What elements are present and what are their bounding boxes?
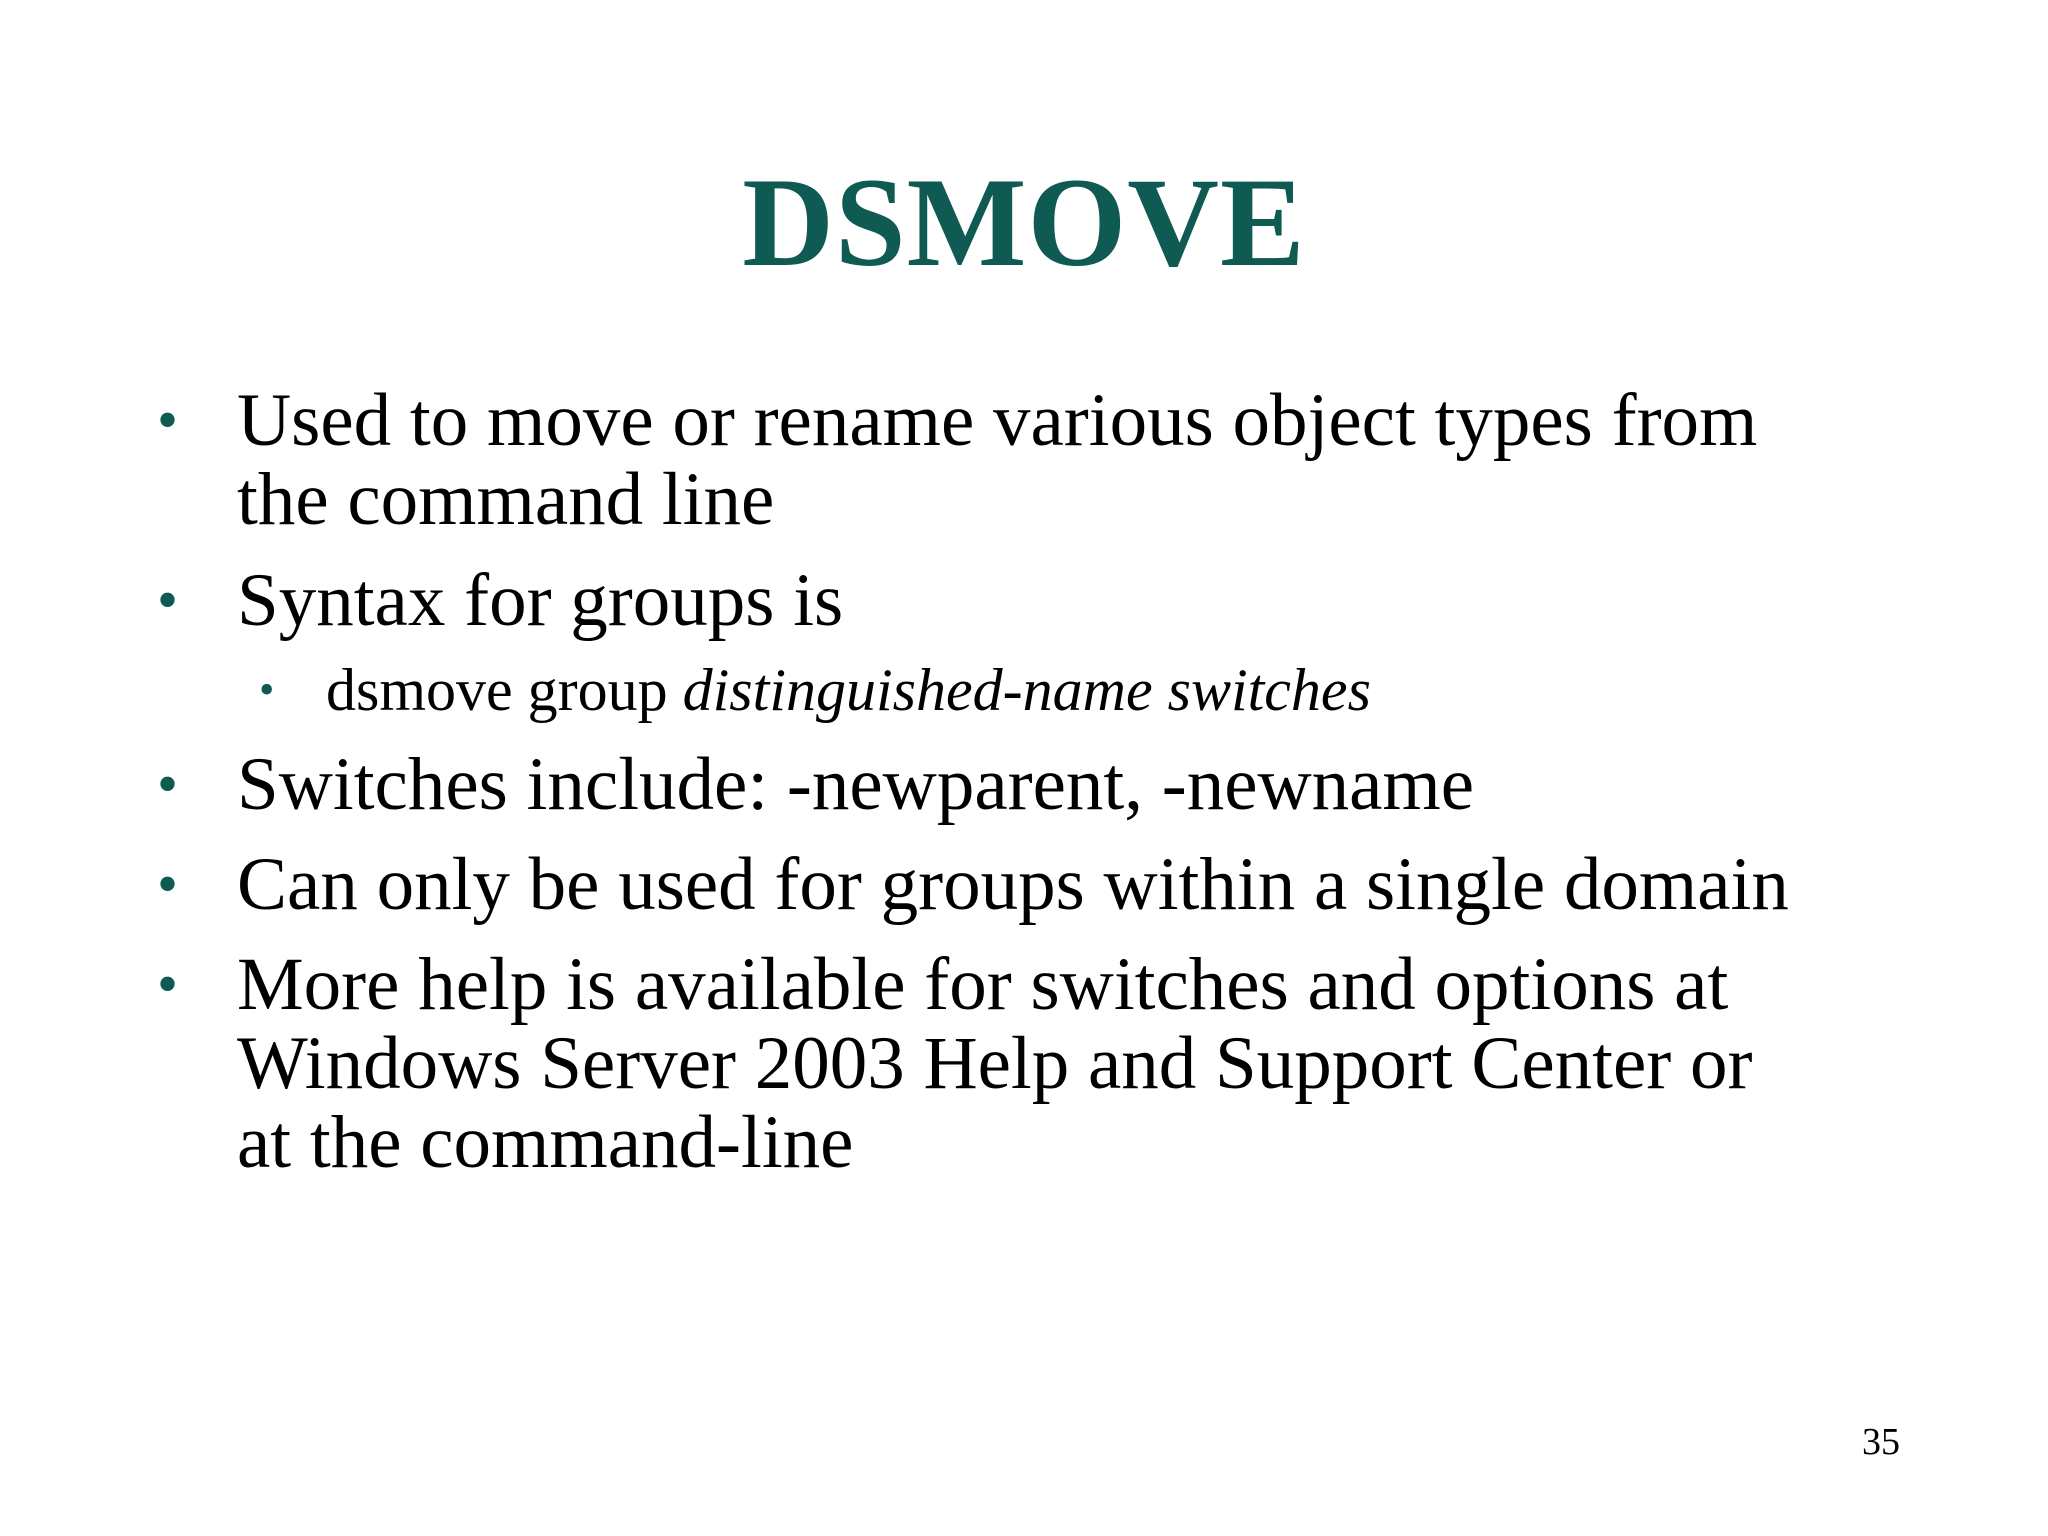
bullet-icon: •: [157, 387, 179, 453]
page-number: 35: [1862, 1421, 1900, 1463]
list-item-text: [237, 945, 1752, 1182]
list-item-text: [237, 381, 1757, 539]
bullet-icon: •: [157, 751, 179, 817]
slide-title: DSMOVE: [742, 153, 1306, 293]
sub-bullet-icon: •: [259, 665, 275, 714]
command-args-text: distinguished-name switches: [682, 657, 1371, 723]
list-item-line: Can only be used for groups within a single domain: [237, 843, 1789, 926]
list-item-line: Windows Server 2003 Help and Support Center or: [237, 1022, 1753, 1105]
list-item-line: at the command-line: [237, 1101, 854, 1184]
list-item-line: Used to move or rename various object types from: [237, 379, 1758, 462]
list-item-text: [237, 745, 1474, 824]
command-text: dsmove group: [326, 657, 683, 723]
sub-list-item-text: [326, 658, 1371, 722]
list-item-line: Switches include: -newparent, -newname: [237, 743, 1475, 826]
list-item-line: More help is available for switches and options at: [237, 943, 1729, 1026]
bullet-icon: •: [157, 851, 179, 917]
list-item-line: the command line: [237, 458, 775, 541]
list-item-text: [237, 561, 843, 640]
list-item-text: [237, 845, 1789, 924]
list-item-line: Syntax for groups is: [237, 559, 844, 642]
bullet-icon: •: [157, 567, 179, 633]
bullet-icon: •: [157, 951, 179, 1017]
